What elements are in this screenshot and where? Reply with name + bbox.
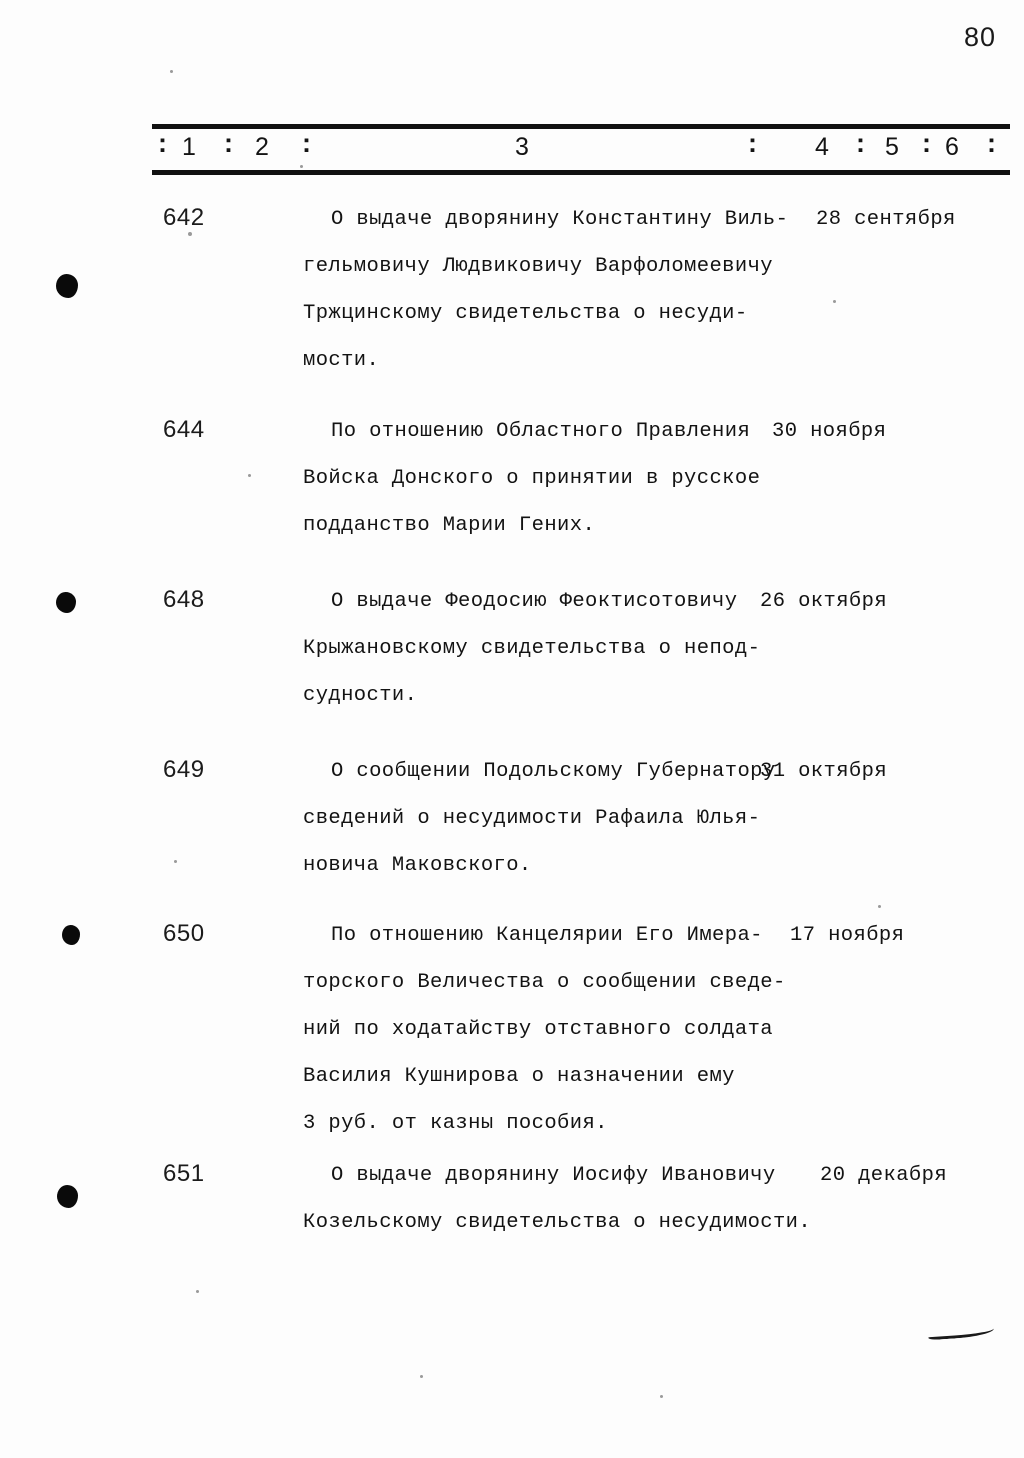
table-header bbox=[152, 124, 1010, 176]
column-separator-6: : bbox=[922, 128, 931, 158]
entry-number: 644 bbox=[163, 416, 205, 443]
register-entry bbox=[0, 408, 1024, 549]
scan-speck bbox=[420, 1375, 423, 1378]
scan-speck bbox=[248, 474, 251, 477]
column-separator-3: : bbox=[302, 128, 311, 158]
entry-text-line: 3 руб. от казны пособия. bbox=[303, 1112, 608, 1135]
scan-speck bbox=[196, 1290, 199, 1293]
scan-speck bbox=[170, 70, 173, 73]
register-entry bbox=[0, 748, 1024, 889]
margin-ink-blob bbox=[56, 592, 76, 613]
entry-text-line: подданство Марии Гених. bbox=[303, 514, 596, 537]
margin-ink-blob bbox=[57, 1185, 78, 1208]
entry-number: 649 bbox=[163, 756, 205, 783]
column-separator-5: : bbox=[856, 128, 865, 158]
entry-text-line: судности. bbox=[303, 684, 418, 707]
entry-description bbox=[303, 196, 863, 384]
column-separator-4: : bbox=[748, 128, 757, 158]
entry-text-line: По отношению Канцелярии Его Имера- bbox=[331, 924, 763, 947]
scan-speck bbox=[833, 300, 836, 303]
entry-text-line: По отношению Областного Правления bbox=[331, 420, 751, 443]
entry-text-line: О выдаче дворянину Иосифу Ивановичу bbox=[331, 1164, 776, 1187]
entry-text-line: О выдаче дворянину Константину Виль- bbox=[331, 208, 789, 231]
entry-text-line: Козельскому свидетельства о несудимости. bbox=[303, 1211, 812, 1234]
entry-text-line: Василия Кушнирова о назначении ему bbox=[303, 1065, 735, 1088]
entry-text-line: Крыжановскому свидетельства о непод- bbox=[303, 637, 761, 660]
entry-text-line: О сообщении Подольскому Губернатору bbox=[331, 760, 776, 783]
column-header-5: 5 bbox=[885, 133, 899, 161]
scan-speck bbox=[188, 232, 192, 236]
entry-date: 28 сентября bbox=[816, 208, 956, 231]
column-separator-7: : bbox=[987, 128, 996, 158]
entry-description bbox=[303, 912, 863, 1147]
entry-description bbox=[303, 1152, 863, 1246]
scan-speck bbox=[174, 860, 177, 863]
scan-speck bbox=[660, 1395, 663, 1398]
register-entry bbox=[0, 1152, 1024, 1246]
column-header-2: 2 bbox=[255, 133, 269, 161]
column-header-3: 3 bbox=[515, 133, 529, 161]
entry-text-line: гельмовичу Людвиковичу Варфоломеевичу bbox=[303, 255, 773, 278]
entry-date: 26 октября bbox=[760, 590, 888, 613]
entry-date: 17 ноября bbox=[790, 924, 905, 947]
page-number: 80 bbox=[963, 22, 996, 52]
pen-stroke-artifact bbox=[928, 1324, 995, 1341]
entry-number: 648 bbox=[163, 586, 205, 613]
column-separator-1: : bbox=[158, 128, 167, 158]
entry-date: 20 декабря bbox=[820, 1164, 948, 1187]
register-entry bbox=[0, 578, 1024, 719]
register-entry bbox=[0, 196, 1024, 384]
entry-number: 651 bbox=[163, 1160, 205, 1187]
entry-text-line: сведений о несудимости Рафаила Юлья- bbox=[303, 807, 761, 830]
entry-number: 642 bbox=[163, 204, 205, 231]
entry-date: 31 октября bbox=[760, 760, 888, 783]
entry-text-line: Войска Донского о принятии в русское bbox=[303, 467, 761, 490]
scan-speck bbox=[878, 905, 881, 908]
column-header-1: 1 bbox=[182, 133, 196, 161]
register-entry bbox=[0, 912, 1024, 1147]
entry-date: 30 ноября bbox=[772, 420, 887, 443]
margin-ink-blob bbox=[62, 925, 80, 945]
entry-text-line: Тржцинскому свидетельства о несуди- bbox=[303, 302, 748, 325]
column-number-row bbox=[152, 127, 1010, 171]
entry-text-line: мости. bbox=[303, 349, 380, 372]
entry-text-line: О выдаче Феодосию Феоктисотовичу bbox=[331, 590, 738, 613]
column-separator-2: : bbox=[224, 128, 233, 158]
margin-ink-blob bbox=[56, 274, 78, 298]
column-header-4: 4 bbox=[815, 133, 829, 161]
column-header-6: 6 bbox=[945, 133, 959, 161]
scan-speck bbox=[300, 165, 303, 168]
entry-text-line: ний по ходатайству отставного солдата bbox=[303, 1018, 773, 1041]
entry-number: 650 bbox=[163, 920, 205, 947]
entry-text-line: новича Маковского. bbox=[303, 854, 532, 877]
entry-text-line: торского Величества о сообщении сведе- bbox=[303, 971, 786, 994]
